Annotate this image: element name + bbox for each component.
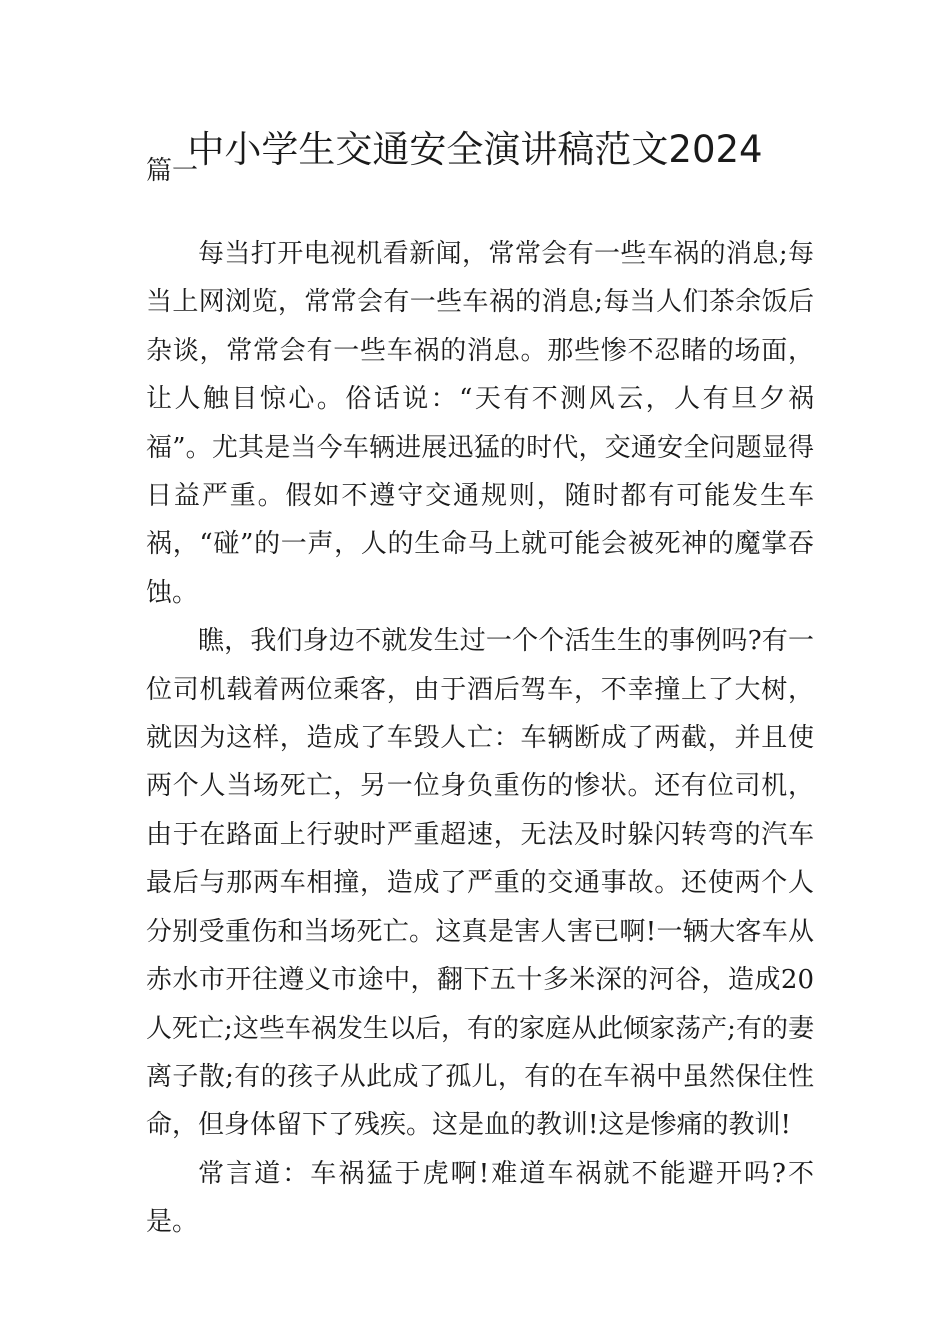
paragraph-3: 常言道：车祸猛于虎啊!难道车祸就不能避开吗?不是。 bbox=[146, 1158, 814, 1238]
document-body bbox=[146, 230, 814, 1247]
document-title: 中小学生交通安全演讲稿范文2024 bbox=[187, 128, 763, 171]
paragraph-1: 每当打开电视机看新闻，常常会有一些车祸的消息;每当上网浏览，常常会有一些车祸的消息;每当人们茶余饭后杂谈，常常会有一些车祸的消息。那些惨不忍睹的场面，让人触目惊心。俗话说：“天有不测风云，人有旦夕祸福”。尤其是当今车辆进展迅猛的时代，交通安全问题显得日益严重。假如不遵守交通规则，随时都有可能发生车祸，“碰”的一声，人的生命马上就可能会被死神的魔掌吞蚀。 bbox=[146, 239, 814, 608]
section-label: 篇一 bbox=[146, 156, 199, 186]
paragraph-2: 瞧，我们身边不就发生过一个个活生生的事例吗?有一位司机载着两位乘客，由于酒后驾车，不幸撞上了大树，就因为这样，造成了车毁人亡：车辆断成了两截，并且使两个人当场死亡，另一位身负重伤的惨状。还有位司机，由于在路面上行驶时严重超速，无法及时躲闪转弯的汽车最后与那两车相撞，造成了严重的交通事故。还使两个人分别受重伤和当场死亡。这真是害人害已啊!一辆大客车从赤水市开往遵义市途中，翻下五十多米深的河谷，造成20人死亡;这些车祸发生以后，有的家庭从此倾家荡产;有的妻离子散;有的孩子从此成了孤儿，有的在车祸中虽然保住性命，但身体留下了残疾。这是血的教训!这是惨痛的教训! bbox=[146, 626, 814, 1141]
